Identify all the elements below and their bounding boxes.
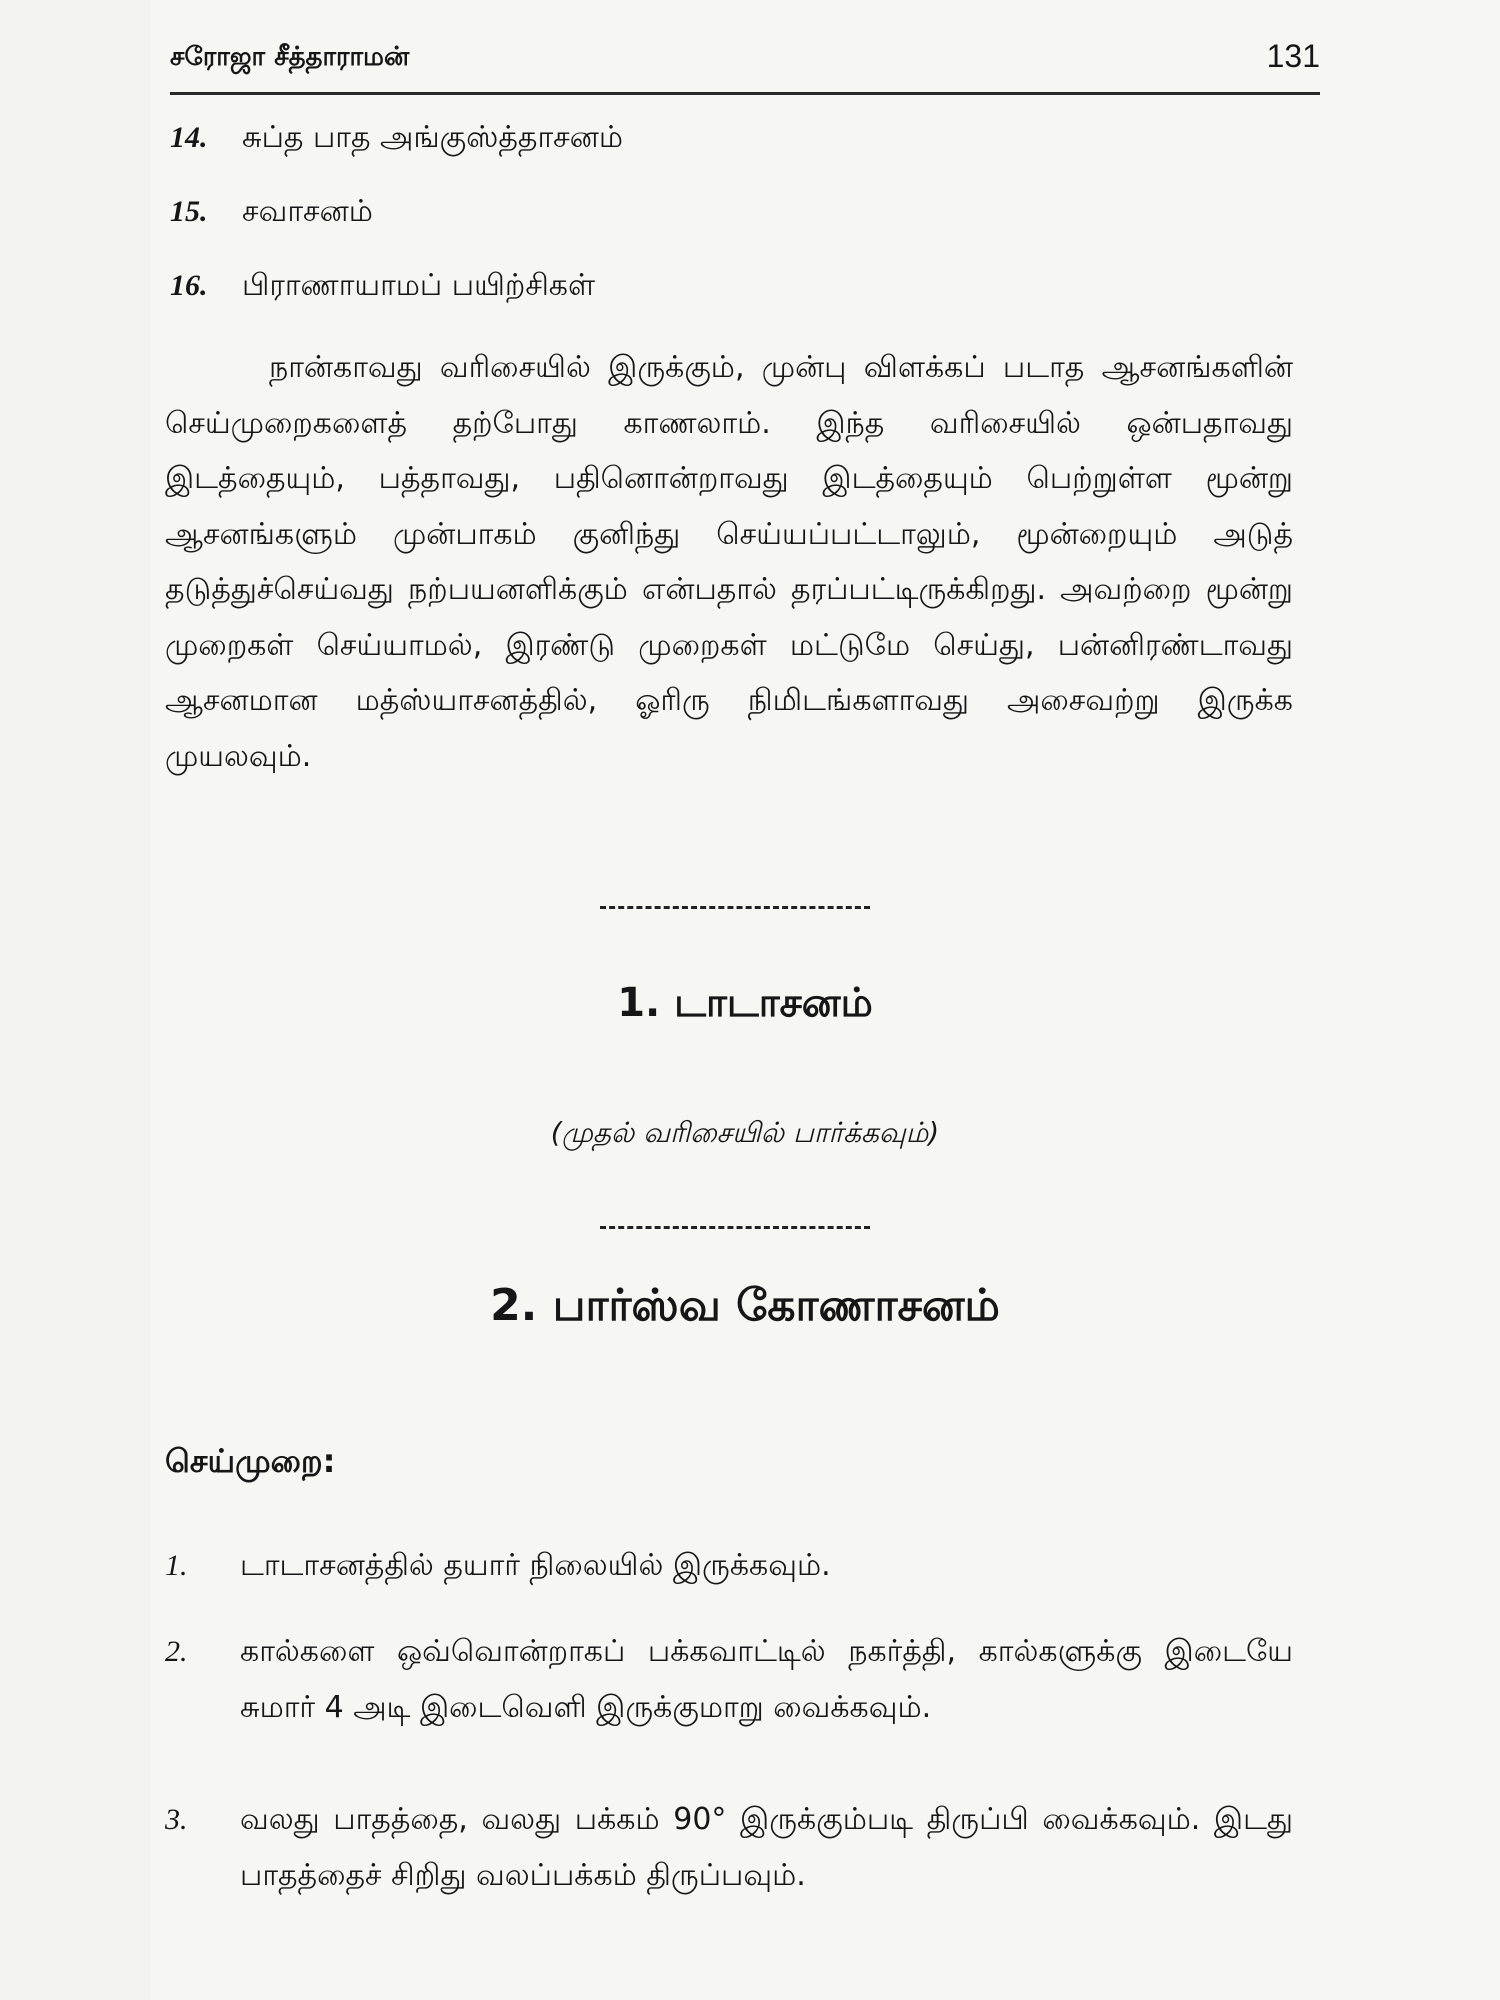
list-item-text: சுப்த பாத அங்குஸ்த்தாசனம் xyxy=(242,120,623,155)
list-item-text: பிராணாயாமப் பயிற்சிகள் xyxy=(242,268,596,303)
running-header xyxy=(170,30,1320,95)
list-item-number: 16. xyxy=(170,269,208,302)
list-item xyxy=(170,192,373,232)
step-number: 3. xyxy=(165,1803,188,1836)
header-author: சரோஜா சீத்தாராமன் xyxy=(170,42,410,72)
section-divider xyxy=(600,1226,870,1229)
step-text: டாடாசனத்தில் தயார் நிலையில் இருக்கவும். xyxy=(240,1548,831,1583)
step-text: வலது பாதத்தை, வலது பக்கம் 90° இருக்கும்படி திருப்பி வைக்கவும். இடது பாதத்தைச் சிறிது வலப்பக்கம் திருப்பவும். xyxy=(240,1802,1293,1893)
list-item-text: சவாசனம் xyxy=(242,194,373,229)
list-item-number: 15. xyxy=(170,195,208,228)
section-1-note: (முதல் வரிசையில் பார்க்கவும்) xyxy=(550,1116,940,1149)
body-paragraph xyxy=(165,340,1293,784)
body-paragraph-text: நான்காவது வரிசையில் இருக்கும், முன்பு விளக்கப் படாத ஆசனங்களின் செய்முறைகளைத் தற்போது காணலாம். இந்த வரிசையில் ஒன்பதாவது இடத்தையும், பத்தாவது, பதினொன்றாவது இடத்தையும் பெற்றுள்ள மூன்று ஆசனங்களும் முன்பாகம் குனிந்து செய்யப்பட்டாலும், மூன்றையும் அடுத் தடுத்துச்செய்வது நற்பயனளிக்கும் என்பதால் தரப்பட்டிருக்கிறது. அவற்றை மூன்று முறைகள் செய்யாமல், இரண்டு முறைகள் மட்டுமே செய்து, பன்னிரண்டாவது ஆசனமான மத்ஸ்யாசனத்தில், ஓரிரு நிமிடங்களாவது அசைவற்று இருக்க முயலவும். xyxy=(165,350,1293,774)
step-text: கால்களை ஒவ்வொன்றாகப் பக்கவாட்டில் நகர்த்தி, கால்களுக்கு இடையே சுமார் 4 அடி இடைவெளி இருக்குமாறு வைக்கவும். xyxy=(240,1634,1293,1725)
procedure-heading: செய்முறை: xyxy=(165,1442,336,1480)
step-number: 2. xyxy=(165,1635,188,1668)
section-1-title: 1. டாடாசனம் xyxy=(617,980,873,1026)
list-item xyxy=(170,266,595,306)
section-2-title: 2. பார்ஸ்வ கோணாசனம் xyxy=(490,1280,1000,1331)
page-number: 131 xyxy=(1266,38,1320,74)
list-item-number: 14. xyxy=(170,121,208,154)
step-number: 1. xyxy=(165,1549,188,1582)
section-divider xyxy=(600,906,870,909)
list-item xyxy=(170,118,623,158)
